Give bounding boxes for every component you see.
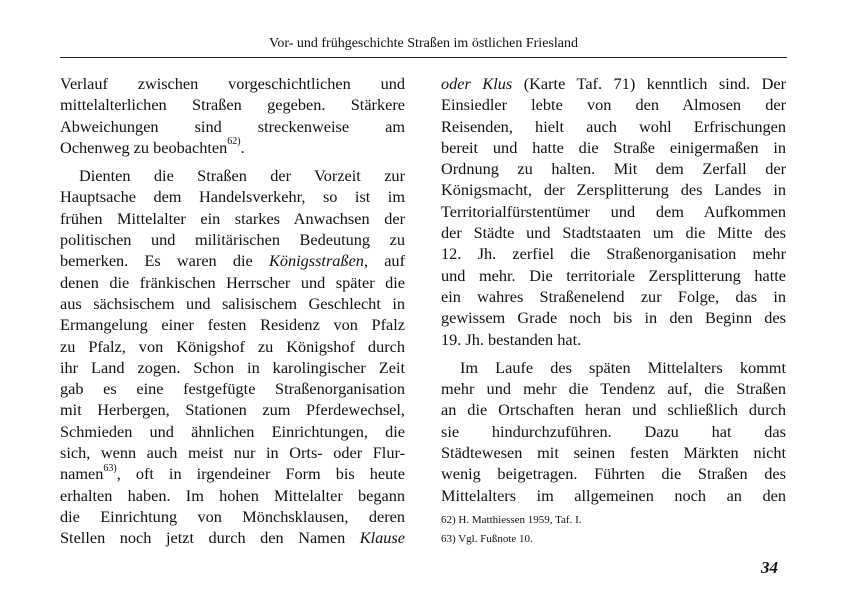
text-line: Mittelalters im allgemeinen noch an den (441, 485, 786, 505)
text-line: Territorialfürstentümer und dem Aufkommen (441, 201, 786, 221)
right-column (441, 73, 786, 506)
footnote: 62) H. Matthiessen 1959, Taf. I. (441, 514, 582, 526)
paragraph-gap (60, 158, 405, 165)
text-line: Hauptsache dem Handelsverkehr, so ist im (60, 187, 405, 207)
left-column (60, 73, 405, 549)
text-line: und mehr. Die territoriale Zersplitterung hatte (441, 265, 786, 285)
text-line: erhalten haben. Im hohen Mittelalter begann (60, 485, 405, 505)
text-line: Städtewesen mit seinen festen Märkten nicht (441, 443, 786, 463)
text-fragment: (Karte Taf. 71) kenntlich sind. Der (512, 74, 786, 93)
text-line (60, 250, 405, 271)
text-line: zu Pfalz, von Königshof zu Königshof durch (60, 336, 405, 356)
text-line: sich, wenn auch meist nur in Orts- oder Flur- (60, 443, 405, 463)
footnote-ref: 62) (227, 136, 241, 148)
page-number: 34 (761, 558, 778, 577)
text-line: 12. Jh. zerfiel die Straßenorganisation mehr (441, 244, 786, 264)
italic-term: oder Klus (441, 74, 513, 93)
text-line: mehr und mehr die Tendenz auf, die Straßen (441, 379, 786, 399)
text-line: Ermangelung einer festen Residenz von Pfalz (60, 315, 405, 335)
text-line: Abweichungen sind streckenweise am (60, 116, 405, 136)
text-line: ein wahres Straßenelend zur Folge, das in (441, 286, 786, 306)
text-line: Einsiedler lebte von den Almosen der (441, 95, 786, 115)
text-line: mit Herbergen, Stationen zum Pferdewechsel, (60, 400, 405, 420)
text-line: Ordnung zu halten. Mit dem Zerfall der (441, 159, 786, 179)
text-fragment: namen (60, 464, 104, 484)
text-line: politischen und militärischen Bedeutung zu (60, 230, 405, 250)
text-line: bereit und hatte die Straße einigermaßen in (441, 137, 786, 157)
text-line: Reisenden, hielt auch wohl Erfrischungen (441, 116, 786, 136)
text-line (60, 463, 405, 484)
text-line: 19. Jh. bestanden hat. (441, 329, 582, 349)
text-line: Schmieden und ähnlichen Einrichtungen, die (60, 421, 405, 441)
text-fragment: . (240, 137, 245, 157)
text-line: frühen Mittelalter ein starkes Anwachsen der (60, 208, 405, 228)
text-fragment: bemerken. Es waren die (60, 251, 269, 271)
text-line (60, 137, 405, 158)
text-line: der Städte und Stadtstaaten um die Mitte des (441, 223, 786, 243)
text-line: denen die fränkischen Herrscher und später die (60, 272, 405, 292)
header-rule (60, 57, 787, 58)
text-line: Im Laufe des späten Mittelalters kommt (460, 357, 786, 377)
text-fragment: Stellen noch jetzt durch den Namen (60, 528, 360, 548)
text-line (60, 527, 405, 548)
text-fragment: , auf (363, 251, 405, 271)
footnote-ref: 63) (103, 462, 117, 474)
text-line: wenig beigetragen. Führten die Straßen des (441, 464, 786, 484)
text-line: mittelalterlichen Straßen gegeben. Stärkere (60, 95, 405, 115)
text-line: Verlauf zwischen vorgeschichtlichen und (60, 74, 405, 93)
text-line: sie hindurchzuführen. Dazu hat das (441, 421, 786, 441)
text-line (441, 73, 786, 94)
text-line: ihr Land zogen. Schon in karolingischer Zeit (60, 357, 405, 377)
text-line: Dienten die Straßen der Vorzeit zur (79, 166, 405, 186)
text-fragment: , oft in irgendeiner Form bis heute (116, 464, 405, 484)
paragraph-gap (441, 350, 786, 357)
italic-term: Klause (359, 528, 405, 548)
text-line: gab es eine festgefügte Straßenorganisation (60, 379, 405, 399)
text-line: an die Ortschaften heran und schließlich durch (441, 400, 786, 420)
running-header: Vor- und frühgeschichte Straßen im östlichen Friesland (269, 36, 578, 51)
italic-term: Königsstraßen (268, 251, 364, 271)
text-line: Königsmacht, der Zersplitterung des Landes in (441, 180, 786, 200)
text-line: die Einrichtung von Mönchsklausen, deren (60, 506, 405, 526)
text-line: aus sächsischem und salisischem Geschlecht in (60, 293, 405, 313)
text-line: gewissem Grade noch bis in den Beginn des (441, 308, 786, 328)
text-fragment: Ochenweg zu beobachten (60, 137, 228, 157)
footnote: 63) Vgl. Fußnote 10. (441, 533, 533, 545)
